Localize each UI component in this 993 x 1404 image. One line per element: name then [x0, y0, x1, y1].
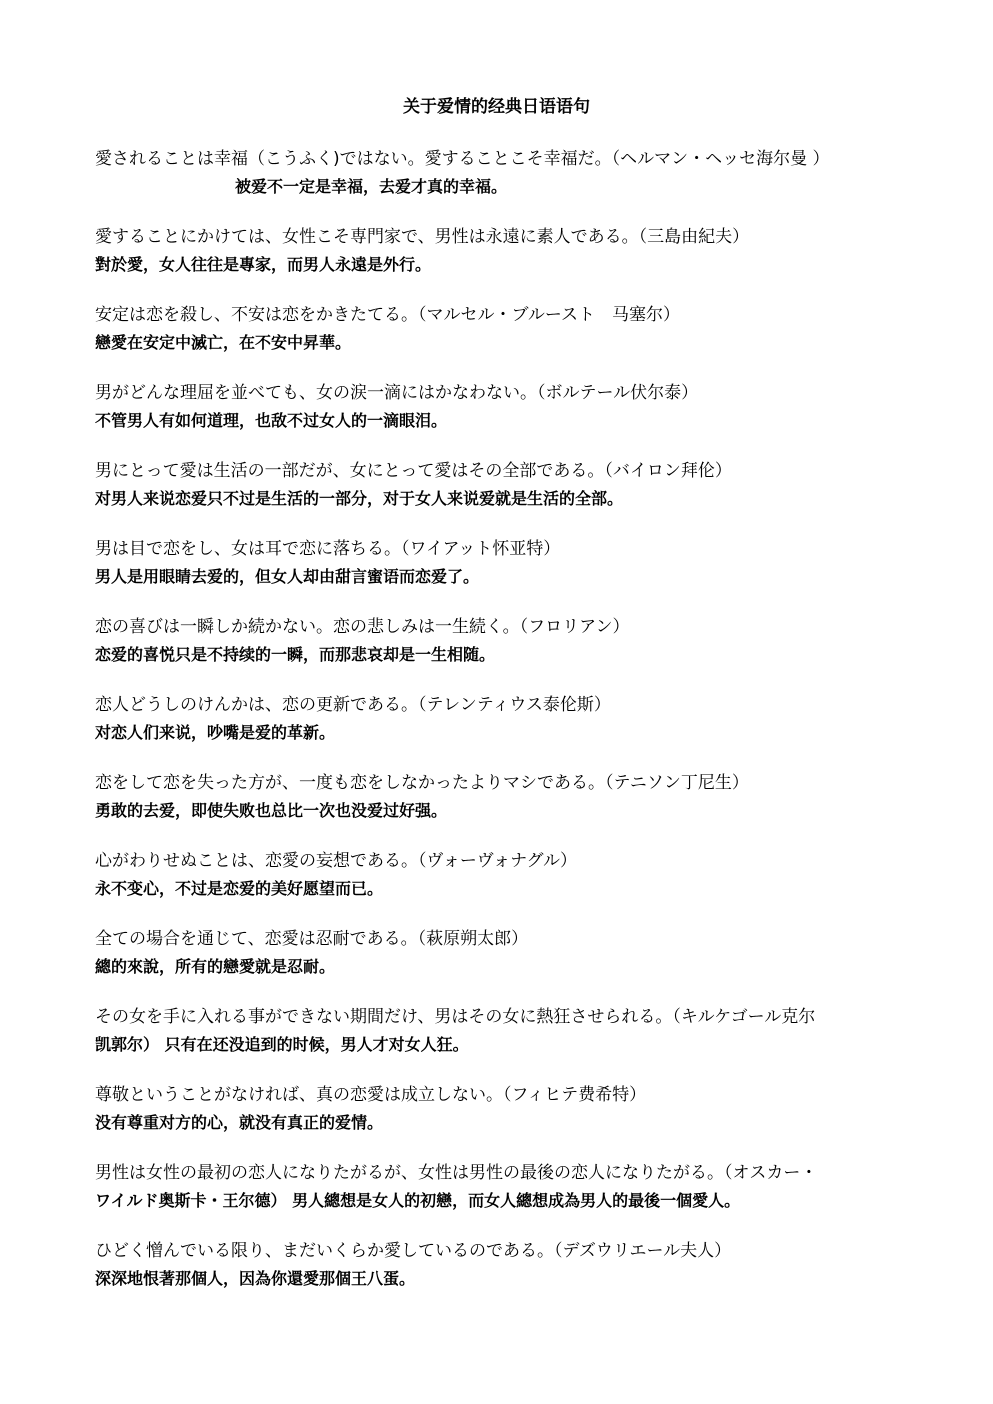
chinese-translation: 男人是用眼睛去爱的，但女人却由甜言蜜语而恋爱了。 — [95, 567, 480, 586]
chinese-translation: 对恋人们来说，吵嘴是爱的革新。 — [95, 723, 336, 742]
japanese-quote: 男がどんな理屈を並べても、女の涙一滴にはかなわない。（ボルテール伏尔泰） — [95, 383, 699, 403]
quote-block — [95, 146, 905, 200]
chinese-translation: 对男人来说恋爱只不过是生活的一部分，对于女人来说爱就是生活的全部。 — [95, 489, 624, 508]
japanese-quote: 尊敬ということがなければ、真の恋愛は成立しない。（フィヒテ费希特） — [95, 1085, 647, 1105]
japanese-quote: 愛されることは幸福（こうふく)ではない。愛することこそ幸福だ。（ヘルマン・ヘッセ海尔曼 ） — [95, 149, 830, 169]
chinese-translation: 戀愛在安定中滅亡，在不安中昇華。 — [95, 333, 352, 352]
quote-block — [95, 458, 905, 512]
quote-block — [95, 1004, 905, 1058]
japanese-quote: 愛することにかけては、女性こそ専門家で、男性は永遠に素人である。（三島由紀夫） — [95, 227, 750, 247]
chinese-translation: 不管男人有如何道理，也敌不过女人的一滴眼泪。 — [95, 411, 448, 430]
japanese-quote: 安定は恋を殺し、不安は恋をかきたてる。（マルセル・ブルースト 马塞尔） — [95, 305, 680, 325]
quote-block — [95, 1238, 905, 1292]
quote-block — [95, 1082, 905, 1136]
chinese-translation: 凯郭尔） 只有在还没追到的时候，男人才对女人狂。 — [95, 1035, 469, 1054]
japanese-quote: 男は目で恋をし、女は耳で恋に落ちる。（ワイアット怀亚特） — [95, 539, 561, 559]
chinese-translation: 總的來說，所有的戀愛就是忍耐。 — [95, 957, 336, 976]
quote-block — [95, 380, 905, 434]
chinese-translation: 被爱不一定是幸福，去爱才真的幸福。 — [235, 177, 508, 196]
chinese-translation: 對於愛，女人往往是專家，而男人永遠是外行。 — [95, 255, 432, 274]
chinese-translation: 恋爱的喜悦只是不持续的一瞬，而那悲哀却是一生相随。 — [95, 645, 496, 664]
quote-block — [95, 770, 905, 824]
chinese-translation: 永不变心，不过是恋爱的美好愿望而已。 — [95, 879, 384, 898]
japanese-quote: ひどく憎んでいる限り、まだいくらか愛しているのである。（デズウリエール夫人） — [95, 1241, 732, 1261]
quote-block — [95, 692, 905, 746]
quote-block — [95, 536, 905, 590]
chinese-translation: ワイルド奥斯卡・王尔德） 男人總想是女人的初戀，而女人總想成為男人的最後一個愛人。 — [95, 1191, 741, 1210]
japanese-quote: 男性は女性の最初の恋人になりたがるが、女性は男性の最後の恋人になりたがる。（オスカー・ — [95, 1163, 818, 1183]
chinese-translation: 没有尊重对方的心，就没有真正的爱情。 — [95, 1113, 384, 1132]
chinese-translation: 勇敢的去爱，即使失败也总比一次也没爱过好强。 — [95, 801, 448, 820]
japanese-quote: 恋の喜びは一瞬しか続かない。恋の悲しみは一生続く。（フロリアン） — [95, 617, 630, 637]
japanese-quote: 男にとって愛は生活の一部だが、女にとって愛はその全部である。（バイロン拜伦） — [95, 461, 732, 481]
quote-block — [95, 926, 905, 980]
quote-block — [95, 614, 905, 668]
quote-list — [95, 146, 905, 1316]
quote-block — [95, 224, 905, 278]
quote-block — [95, 848, 905, 902]
japanese-quote: 恋人どうしのけんかは、恋の更新である。（テレンティウス泰伦斯） — [95, 695, 611, 715]
japanese-quote: その女を手に入れる事ができない期間だけ、男はその女に熱狂させられる。（キルケゴール克尔 — [95, 1007, 816, 1027]
japanese-quote: 恋をして恋を失った方が、一度も恋をしなかったよりマシである。（テニソン丁尼生） — [95, 773, 749, 793]
chinese-translation: 深深地恨著那個人，因為你還愛那個王八蛋。 — [95, 1269, 416, 1288]
document-title: 关于爱情的经典日语语句 — [403, 97, 590, 117]
quote-block — [95, 1160, 905, 1214]
quote-block — [95, 302, 905, 356]
japanese-quote: 心がわりせぬことは、恋愛の妄想である。（ヴォーヴォナグル） — [95, 851, 577, 871]
japanese-quote: 全ての場合を通じて、恋愛は忍耐である。（萩原朔太郎） — [95, 929, 529, 949]
